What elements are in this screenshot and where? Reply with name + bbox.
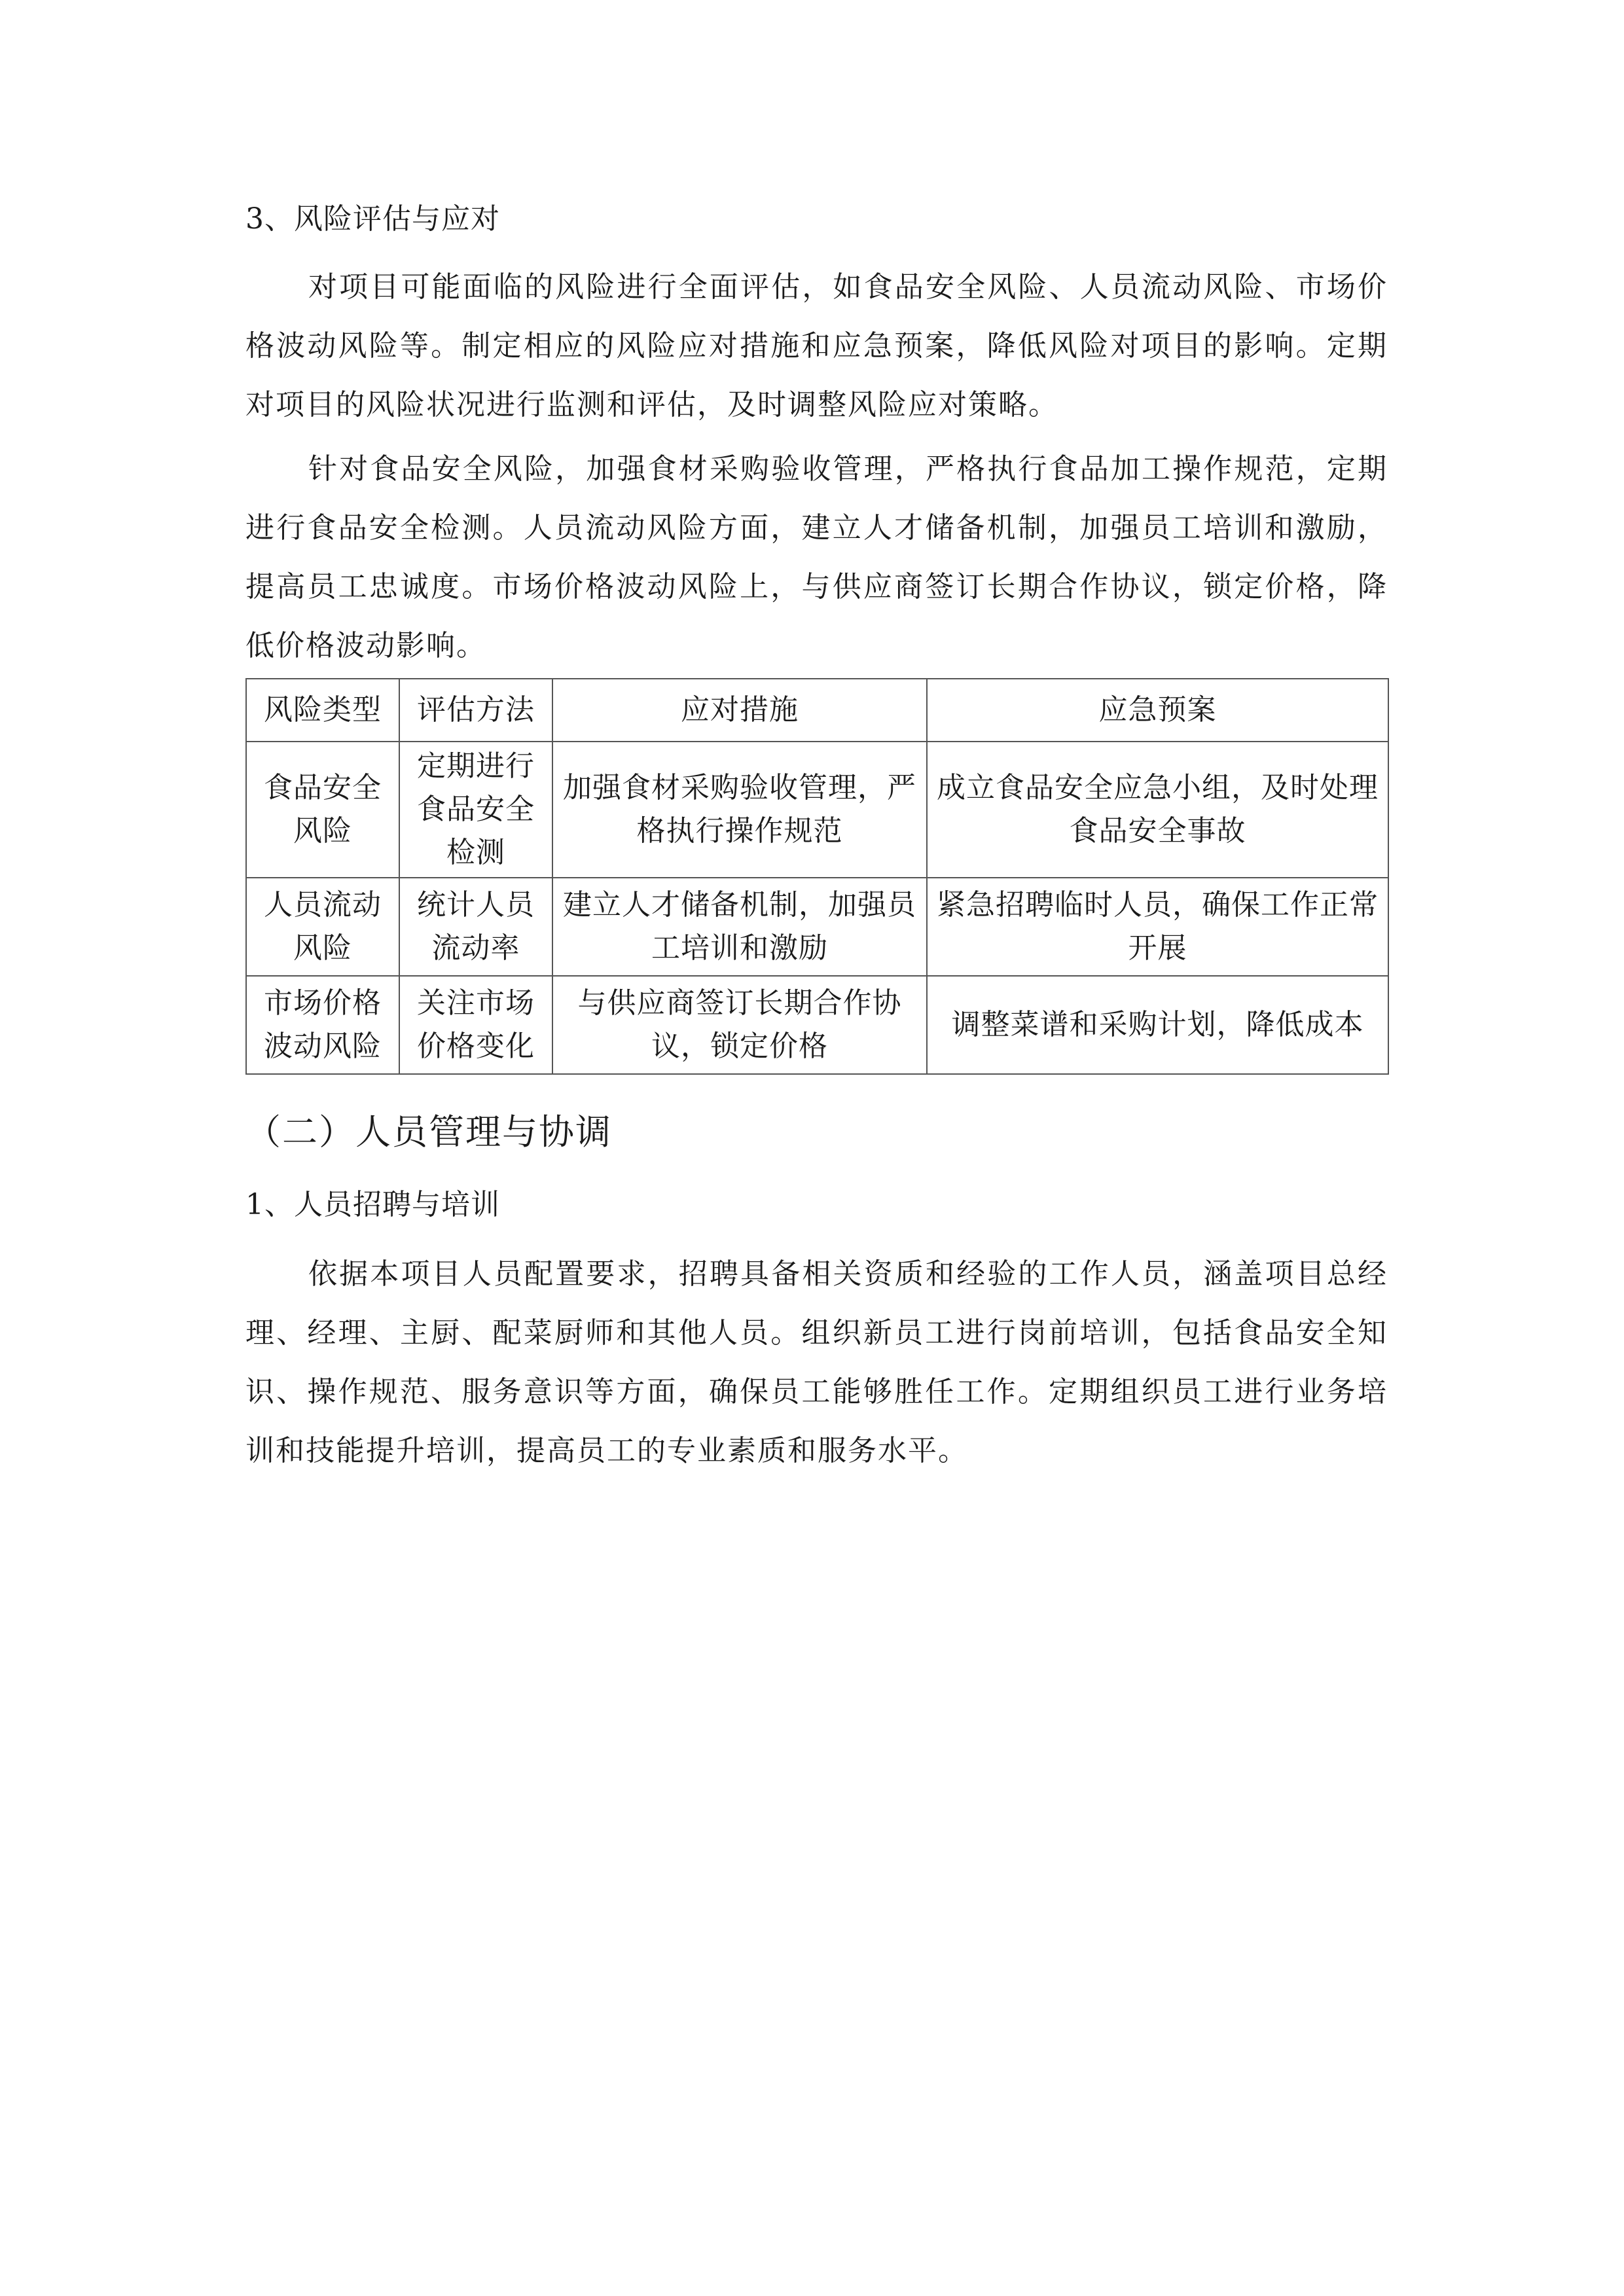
cell-assessment-method: 统计人员流动率 bbox=[399, 878, 552, 976]
table-row bbox=[246, 878, 1388, 976]
cell-risk-type: 人员流动风险 bbox=[246, 878, 399, 976]
cell-countermeasures: 加强食材采购验收管理，严格执行操作规范 bbox=[552, 742, 927, 878]
risk-section-heading: 3、风险评估与应对 bbox=[245, 202, 500, 236]
recruitment-sub-heading: 1、人员招聘与培训 bbox=[245, 1188, 500, 1221]
cell-contingency-plan: 调整菜谱和采购计划，降低成本 bbox=[927, 976, 1388, 1074]
cell-risk-type: 市场价格波动风险 bbox=[246, 976, 399, 1074]
recruitment-paragraph: 依据本项目人员配置要求，招聘具备相关资质和经验的工作人员，涵盖项目总经理、经理、主厨、配菜厨师和其他人员。组织新员工进行岗前培训，包括食品安全知识、操作规范、服务意识等方面，确保员工能够胜任工作。定期组织员工进行业务培训和技能提升培训，提高员工的专业素质和服务水平。 bbox=[245, 1257, 1388, 1467]
risk-paragraph-2: 针对食品安全风险，加强食材采购验收管理，严格执行食品加工操作规范，定期进行食品安全检测。人员流动风险方面，建立人才储备机制，加强员工培训和激励，提高员工忠诚度。市场价格波动风险上，与供应商签订长期合作协议，锁定价格，降低价格波动影响。 bbox=[245, 452, 1388, 662]
table-header-row bbox=[246, 679, 1388, 742]
personnel-section-heading: （二）人员管理与协调 bbox=[245, 1111, 612, 1153]
cell-assessment-method: 定期进行食品安全检测 bbox=[399, 742, 552, 878]
cell-assessment-method: 关注市场价格变化 bbox=[399, 976, 552, 1074]
table-row bbox=[246, 976, 1388, 1074]
header-risk-type: 风险类型 bbox=[246, 679, 399, 742]
risk-paragraph-1: 对项目可能面临的风险进行全面评估，如食品安全风险、人员流动风险、市场价格波动风险等。制定相应的风险应对措施和应急预案，降低风险对项目的影响。定期对项目的风险状况进行监测和评估，及时调整风险应对策略。 bbox=[245, 270, 1388, 422]
header-contingency-plan: 应急预案 bbox=[927, 679, 1388, 742]
page-content bbox=[245, 196, 1388, 1483]
cell-contingency-plan: 紧急招聘临时人员，确保工作正常开展 bbox=[927, 878, 1388, 976]
table-row bbox=[246, 742, 1388, 878]
header-countermeasures: 应对措施 bbox=[552, 679, 927, 742]
risk-table bbox=[245, 678, 1389, 1075]
cell-contingency-plan: 成立食品安全应急小组，及时处理食品安全事故 bbox=[927, 742, 1388, 878]
cell-countermeasures: 与供应商签订长期合作协议，锁定价格 bbox=[552, 976, 927, 1074]
cell-risk-type: 食品安全风险 bbox=[246, 742, 399, 878]
header-assessment-method: 评估方法 bbox=[399, 679, 552, 742]
cell-countermeasures: 建立人才储备机制，加强员工培训和激励 bbox=[552, 878, 927, 976]
